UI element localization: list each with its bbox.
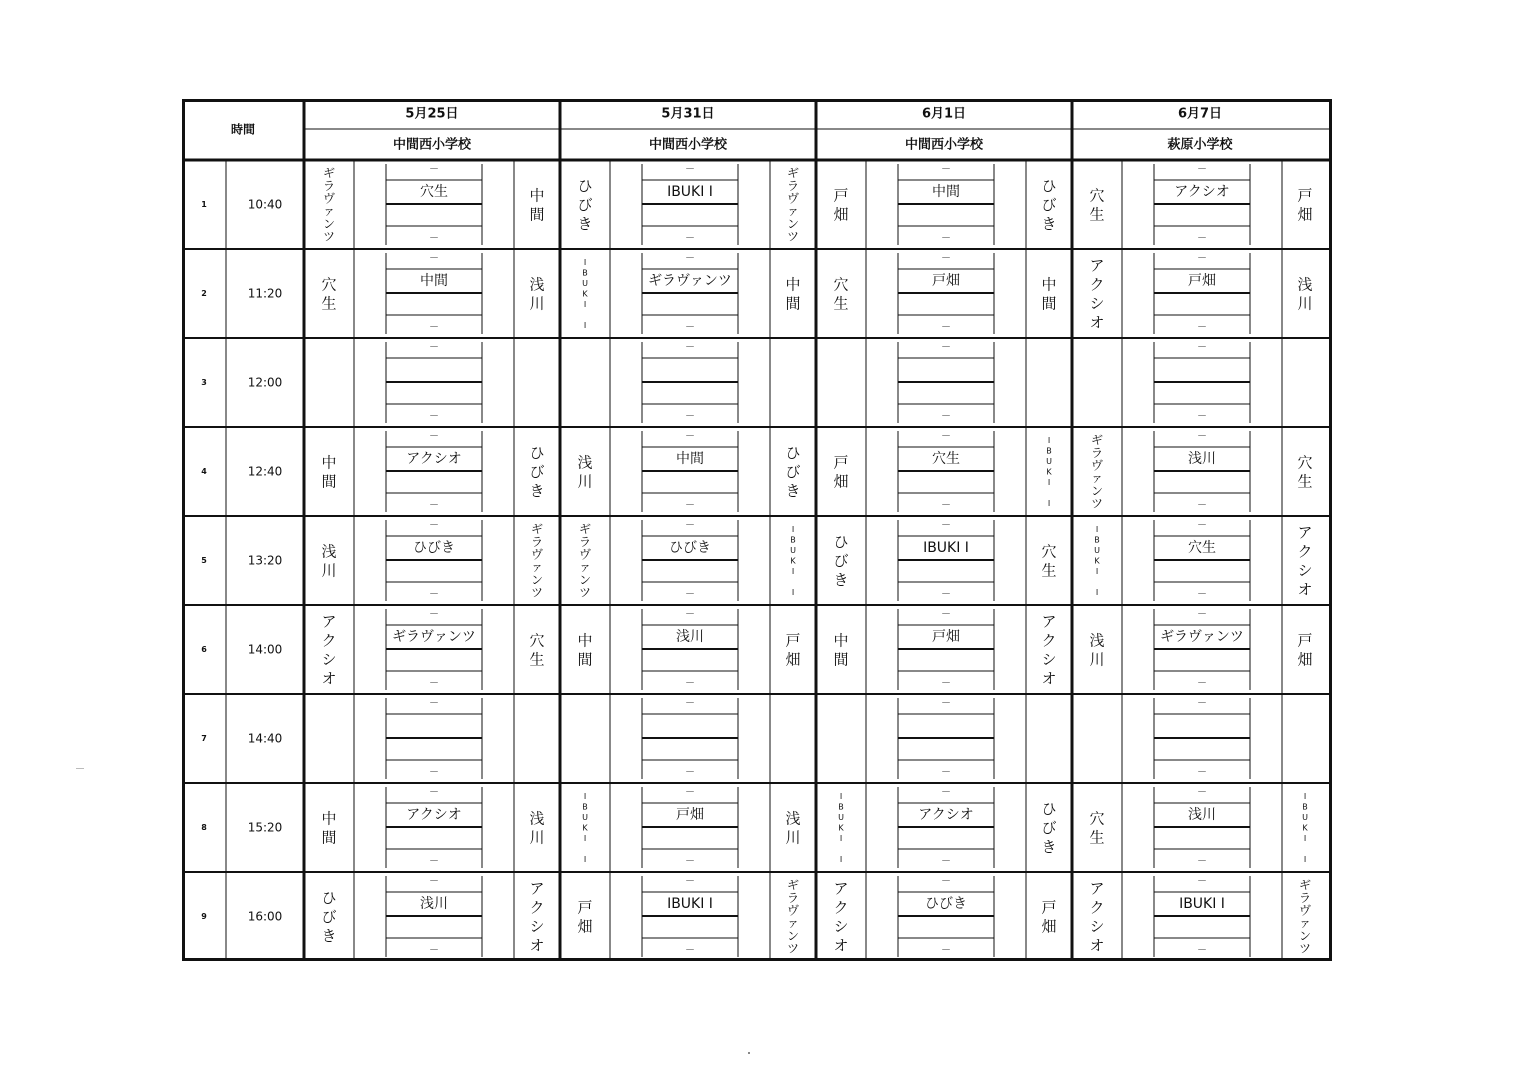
home-team: ひびき (321, 888, 337, 945)
score-dash-bottom: － (941, 411, 951, 423)
score-dash-top: － (1197, 253, 1207, 265)
score-dash-top: － (941, 520, 951, 532)
referee-team: 戸畑 (932, 273, 960, 289)
referee-team: 浅川 (420, 896, 448, 912)
score-dash-bottom: － (941, 589, 951, 601)
score-dash-top: － (429, 520, 439, 532)
score-dash-top: － (685, 787, 695, 799)
score-dash-top: － (685, 609, 695, 621)
match-number: 7 (201, 734, 207, 743)
score-dash-bottom: － (429, 589, 439, 601)
home-team: 穴生 (1089, 186, 1105, 224)
away-team: ギラヴァンツ (530, 522, 544, 600)
away-team: 穴生 (1041, 542, 1057, 580)
home-team: 中間 (577, 631, 593, 669)
away-team: アクシオ (1297, 523, 1313, 599)
home-team: 戸畑 (833, 186, 849, 224)
score-dash-top: － (941, 698, 951, 710)
day-venue: 中間西小学校 (648, 137, 728, 153)
score-dash-top: － (685, 698, 695, 710)
away-team: 中間 (1041, 275, 1057, 313)
home-team: 穴生 (321, 275, 337, 313)
score-dash-bottom: － (685, 767, 695, 779)
day-venue: 中間西小学校 (904, 137, 984, 153)
score-dash-top: － (941, 253, 951, 265)
score-dash-bottom: － (1197, 856, 1207, 868)
referee-team: 穴生 (1188, 540, 1216, 556)
away-team: I B U K I I (1302, 791, 1308, 864)
home-team: 中間 (833, 631, 849, 669)
referee-team: アクシオ (406, 807, 462, 823)
score-dash-bottom: － (941, 678, 951, 690)
away-team: 浅川 (1297, 275, 1313, 313)
home-team: ギラヴァンツ (322, 166, 336, 244)
home-team: 穴生 (833, 275, 849, 313)
away-team: 中間 (529, 186, 545, 224)
score-dash-bottom: － (429, 233, 439, 245)
home-team: アクシオ (321, 612, 337, 688)
referee-team: 中間 (420, 273, 448, 289)
score-dash-top: － (685, 253, 695, 265)
home-team: 浅川 (577, 453, 593, 491)
score-dash-top: － (941, 164, 951, 176)
score-dash-bottom: － (685, 233, 695, 245)
referee-team: 浅川 (676, 629, 704, 645)
score-dash-top: － (685, 431, 695, 443)
score-dash-top: － (1197, 876, 1207, 888)
away-team: 戸畑 (785, 631, 801, 669)
score-dash-bottom: － (429, 767, 439, 779)
score-dash-bottom: － (1197, 411, 1207, 423)
score-dash-top: － (1197, 342, 1207, 354)
referee-team: IBUKI I (667, 896, 713, 912)
away-team: 中間 (785, 275, 801, 313)
score-dash-top: － (685, 876, 695, 888)
home-team: ギラヴァンツ (578, 522, 592, 600)
away-team: ギラヴァンツ (1298, 878, 1312, 956)
match-time: 10:40 (247, 197, 283, 212)
score-dash-top: － (429, 253, 439, 265)
score-dash-top: － (429, 698, 439, 710)
score-dash-bottom: － (941, 500, 951, 512)
day-date: 6月1日 (921, 106, 967, 122)
day-venue: 萩原小学校 (1167, 137, 1233, 153)
referee-team: 穴生 (420, 184, 448, 200)
home-team: I B U K I I (838, 791, 844, 864)
score-dash-top: － (941, 342, 951, 354)
score-dash-bottom: － (1197, 767, 1207, 779)
score-dash-bottom: － (941, 233, 951, 245)
match-time: 14:00 (247, 642, 283, 657)
score-dash-top: － (941, 609, 951, 621)
score-dash-bottom: － (685, 856, 695, 868)
home-team: 穴生 (1089, 809, 1105, 847)
score-dash-bottom: － (429, 856, 439, 868)
home-team: ひびき (577, 176, 593, 233)
referee-team: ギラヴァンツ (1160, 629, 1244, 645)
match-time: 12:40 (247, 464, 283, 479)
home-team: 浅川 (1089, 631, 1105, 669)
score-dash-bottom: － (1197, 589, 1207, 601)
referee-team: 戸畑 (932, 629, 960, 645)
match-time: 16:00 (247, 909, 283, 924)
match-number: 6 (201, 645, 207, 654)
match-time: 11:20 (247, 286, 283, 301)
score-dash-top: － (685, 164, 695, 176)
score-dash-bottom: － (685, 411, 695, 423)
away-team: 穴生 (529, 631, 545, 669)
home-team: 戸畑 (833, 453, 849, 491)
match-number: 2 (201, 289, 207, 298)
away-team: アクシオ (1041, 612, 1057, 688)
home-team: アクシオ (1089, 256, 1105, 332)
referee-team: ひびき (413, 540, 455, 556)
match-time: 15:20 (247, 820, 283, 835)
referee-team: 穴生 (932, 451, 960, 467)
referee-team: 浅川 (1188, 807, 1216, 823)
away-team: 浅川 (785, 809, 801, 847)
score-dash-bottom: － (685, 322, 695, 334)
referee-team: アクシオ (918, 807, 974, 823)
home-team: 戸畑 (577, 898, 593, 936)
referee-team: ギラヴァンツ (392, 629, 476, 645)
score-dash-bottom: － (1197, 500, 1207, 512)
score-dash-top: － (1197, 164, 1207, 176)
score-dash-bottom: － (429, 322, 439, 334)
away-team: 浅川 (529, 809, 545, 847)
score-dash-bottom: － (685, 500, 695, 512)
score-dash-top: － (685, 520, 695, 532)
away-team: I B U K I I (790, 524, 796, 597)
score-dash-top: － (685, 342, 695, 354)
score-dash-bottom: － (429, 411, 439, 423)
match-number: 1 (201, 200, 207, 209)
away-team: ひびき (1041, 176, 1057, 233)
match-time: 13:20 (247, 553, 283, 568)
score-dash-top: － (429, 609, 439, 621)
match-time: 14:40 (247, 731, 283, 746)
score-dash-bottom: － (941, 945, 951, 957)
score-dash-top: － (941, 787, 951, 799)
score-dash-top: － (1197, 787, 1207, 799)
away-team: I B U K I I (1046, 435, 1052, 508)
table-grid (182, 99, 1332, 961)
away-team: ギラヴァンツ (786, 166, 800, 244)
score-dash-bottom: － (429, 500, 439, 512)
day-venue: 中間西小学校 (392, 137, 472, 153)
home-team: ひびき (833, 532, 849, 589)
score-dash-top: － (429, 876, 439, 888)
score-dash-top: － (429, 342, 439, 354)
away-team: 浅川 (529, 275, 545, 313)
home-team: 中間 (321, 809, 337, 847)
home-team: ギラヴァンツ (1090, 433, 1104, 511)
match-number: 9 (201, 912, 207, 921)
away-team: ひびき (785, 443, 801, 500)
referee-team: IBUKI I (923, 540, 969, 556)
table-cells (201, 107, 1312, 957)
referee-team: 中間 (676, 451, 704, 467)
referee-team: ひびき (925, 896, 967, 912)
match-number: 3 (201, 378, 207, 387)
score-dash-bottom: － (685, 945, 695, 957)
home-team: I B U K I I (1094, 524, 1100, 597)
away-team: 戸畑 (1297, 631, 1313, 669)
home-team: I B U K I I (582, 791, 588, 864)
score-dash-top: － (1197, 431, 1207, 443)
away-team: 穴生 (1297, 453, 1313, 491)
referee-team: アクシオ (1174, 184, 1230, 200)
score-dash-bottom: － (1197, 678, 1207, 690)
score-dash-bottom: － (1197, 233, 1207, 245)
referee-team: アクシオ (406, 451, 462, 467)
score-dash-bottom: － (429, 945, 439, 957)
away-team: 戸畑 (1041, 898, 1057, 936)
score-dash-bottom: － (685, 678, 695, 690)
score-dash-top: － (1197, 609, 1207, 621)
away-team: ひびき (1041, 799, 1057, 856)
score-dash-top: － (941, 431, 951, 443)
referee-team: ギラヴァンツ (648, 273, 732, 289)
referee-team: IBUKI I (1179, 896, 1225, 912)
away-team: 戸畑 (1297, 186, 1313, 224)
time-header: 時間 (230, 122, 256, 137)
score-dash-bottom: － (1197, 945, 1207, 957)
home-team: アクシオ (1089, 879, 1105, 955)
schedule-table (182, 99, 1332, 961)
home-team: 中間 (321, 453, 337, 491)
referee-team: 浅川 (1188, 451, 1216, 467)
referee-team: 戸畑 (676, 807, 704, 823)
home-team: アクシオ (833, 879, 849, 955)
away-team: ギラヴァンツ (786, 878, 800, 956)
referee-team: ひびき (669, 540, 711, 556)
score-dash-bottom: － (941, 322, 951, 334)
score-dash-top: － (429, 164, 439, 176)
score-dash-bottom: － (1197, 322, 1207, 334)
referee-team: IBUKI I (667, 184, 713, 200)
day-date: 5月25日 (405, 106, 459, 122)
match-number: 5 (201, 556, 207, 565)
score-dash-top: － (1197, 698, 1207, 710)
score-dash-bottom: － (941, 767, 951, 779)
referee-team: 戸畑 (1188, 273, 1216, 289)
day-date: 5月31日 (661, 106, 715, 122)
match-time: 12:00 (247, 375, 283, 390)
match-number: 8 (201, 823, 207, 832)
score-dash-top: － (429, 431, 439, 443)
home-team: 浅川 (321, 542, 337, 580)
scan-speck (76, 768, 84, 769)
score-dash-bottom: － (685, 589, 695, 601)
score-dash-bottom: － (941, 856, 951, 868)
away-team: ひびき (529, 443, 545, 500)
scan-speck (748, 1052, 750, 1054)
away-team: アクシオ (529, 879, 545, 955)
referee-team: 中間 (932, 184, 960, 200)
score-dash-top: － (429, 787, 439, 799)
match-number: 4 (201, 467, 207, 476)
score-dash-top: － (1197, 520, 1207, 532)
score-dash-top: － (941, 876, 951, 888)
score-dash-bottom: － (429, 678, 439, 690)
home-team: I B U K I I (582, 257, 588, 330)
day-date: 6月7日 (1177, 106, 1223, 122)
